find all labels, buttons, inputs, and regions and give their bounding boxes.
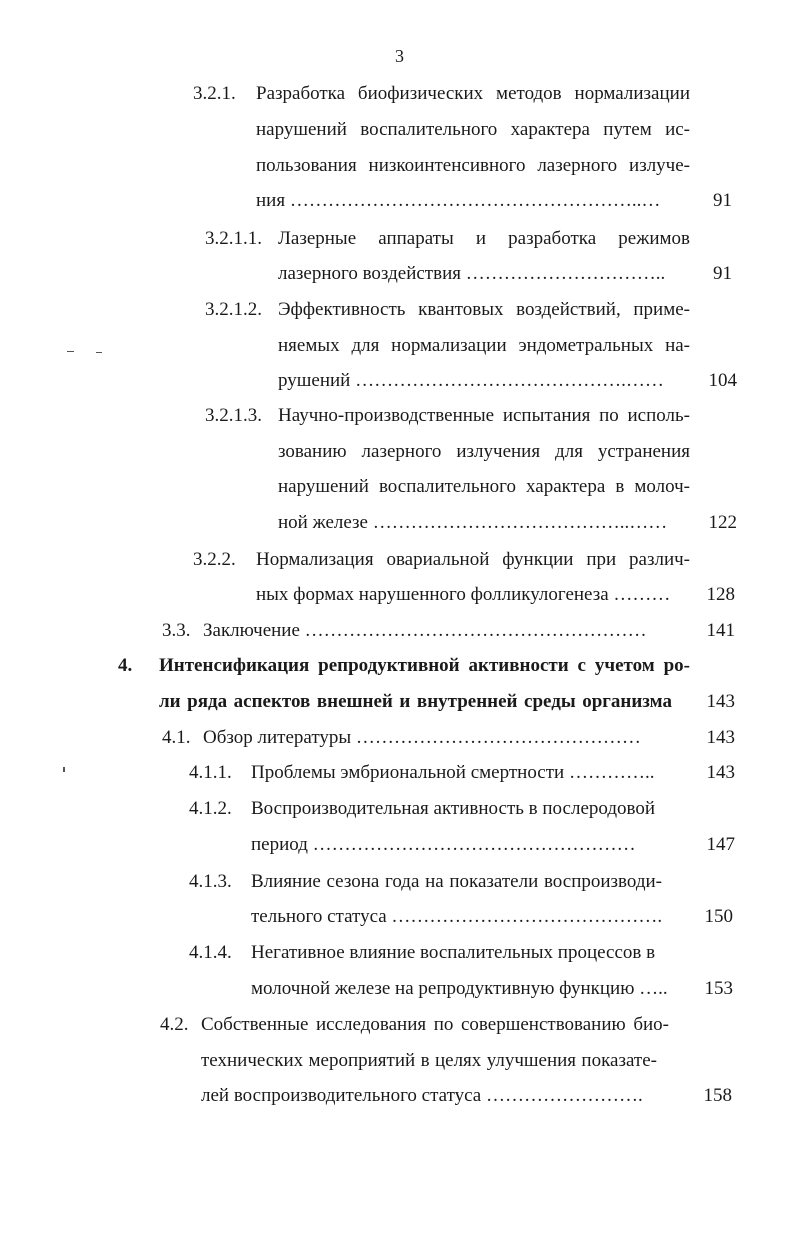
toc-line: технических мероприятий в целях улучшения показате- <box>201 1050 657 1071</box>
toc-page: 104 <box>708 370 737 391</box>
toc-line: зованию лазерного излучения для устранения <box>278 441 690 462</box>
toc-line: тельного статуса ……………………………………. <box>251 906 663 927</box>
toc-line: Влияние сезона года на показатели воспроизводи- <box>251 871 662 892</box>
toc-number: 4. <box>118 655 133 676</box>
toc-line: ной железе …………………………………..…… <box>278 512 668 533</box>
toc-line: период …………………………………………… <box>251 834 636 855</box>
toc-number: 4.1.2. <box>189 798 232 819</box>
toc-line: Интенсификация репродуктивной активности с учетом ро- <box>159 655 690 676</box>
toc-number: 3.2.1.3. <box>205 405 262 426</box>
toc-line: молочной железе на репродуктивную функцию ….. <box>251 978 668 999</box>
scan-mark <box>96 352 102 353</box>
toc-line: пользования низкоинтенсивного лазерного излуче- <box>256 155 690 176</box>
scan-mark <box>67 351 74 352</box>
toc-page: 143 <box>706 691 735 712</box>
toc-number: 4.1.3. <box>189 871 232 892</box>
toc-line: рушений …………………………………….…… <box>278 370 664 391</box>
toc-number: 4.1.1. <box>189 762 232 783</box>
toc-line: Лазерные аппараты и разработка режимов <box>278 228 690 249</box>
toc-number: 3.2.1.2. <box>205 299 262 320</box>
toc-line: ния ………………………………………………..… <box>256 190 661 211</box>
toc-page: 153 <box>704 978 733 999</box>
toc-line: Обзор литературы ……………………………………… <box>203 727 641 748</box>
toc-line: ных формах нарушенного фолликулогенеза ……… <box>256 584 671 605</box>
toc-page: 91 <box>713 190 732 211</box>
toc-number: 3.2.1.1. <box>205 228 262 249</box>
toc-line: Негативное влияние воспалительных процессов в <box>251 942 656 963</box>
toc-page: 143 <box>706 727 735 748</box>
toc-page: 91 <box>713 263 732 284</box>
toc-line: Проблемы эмбриональной смертности ………….. <box>251 762 655 783</box>
toc-number: 4.1.4. <box>189 942 232 963</box>
toc-page: 147 <box>706 834 735 855</box>
toc-number: 4.1. <box>162 727 191 748</box>
toc-line: нарушений воспалительного характера в молоч- <box>278 476 690 497</box>
toc-line: лазерного воздействия ………………………….. <box>278 263 666 284</box>
toc-line: нарушений воспалительного характера путем ис- <box>256 119 690 140</box>
toc-page: 143 <box>706 762 735 783</box>
toc-line: Разработка биофизических методов нормализации <box>256 83 690 104</box>
toc-line: лей воспроизводительного статуса ……………………. <box>201 1085 643 1106</box>
toc-page: 141 <box>706 620 735 641</box>
toc-line: ли ряда аспектов внешней и внутренней среды организма <box>159 691 672 712</box>
toc-line: Эффективность квантовых воздействий, приме- <box>278 299 690 320</box>
toc-line: Нормализация овариальной функции при различ- <box>256 549 690 570</box>
scan-mark <box>63 767 65 772</box>
toc-line: Воспроизводительная активность в послеродовой <box>251 798 656 819</box>
page-number: 3 <box>395 46 404 66</box>
toc-line: Заключение ……………………………………………… <box>203 620 647 641</box>
toc-number: 3.2.1. <box>193 83 236 104</box>
toc-line: Собственные исследования по совершенствованию био- <box>201 1014 669 1035</box>
toc-line: няемых для нормализации эндометральных на- <box>278 335 690 356</box>
toc-page: 122 <box>708 512 737 533</box>
toc-number: 3.2.2. <box>193 549 236 570</box>
toc-number: 3.3. <box>162 620 191 641</box>
toc-line: Научно-производственные испытания по исполь- <box>278 405 690 426</box>
toc-page: 158 <box>703 1085 732 1106</box>
toc-page: 150 <box>704 906 733 927</box>
toc-page: 128 <box>706 584 735 605</box>
toc-number: 4.2. <box>160 1014 189 1035</box>
